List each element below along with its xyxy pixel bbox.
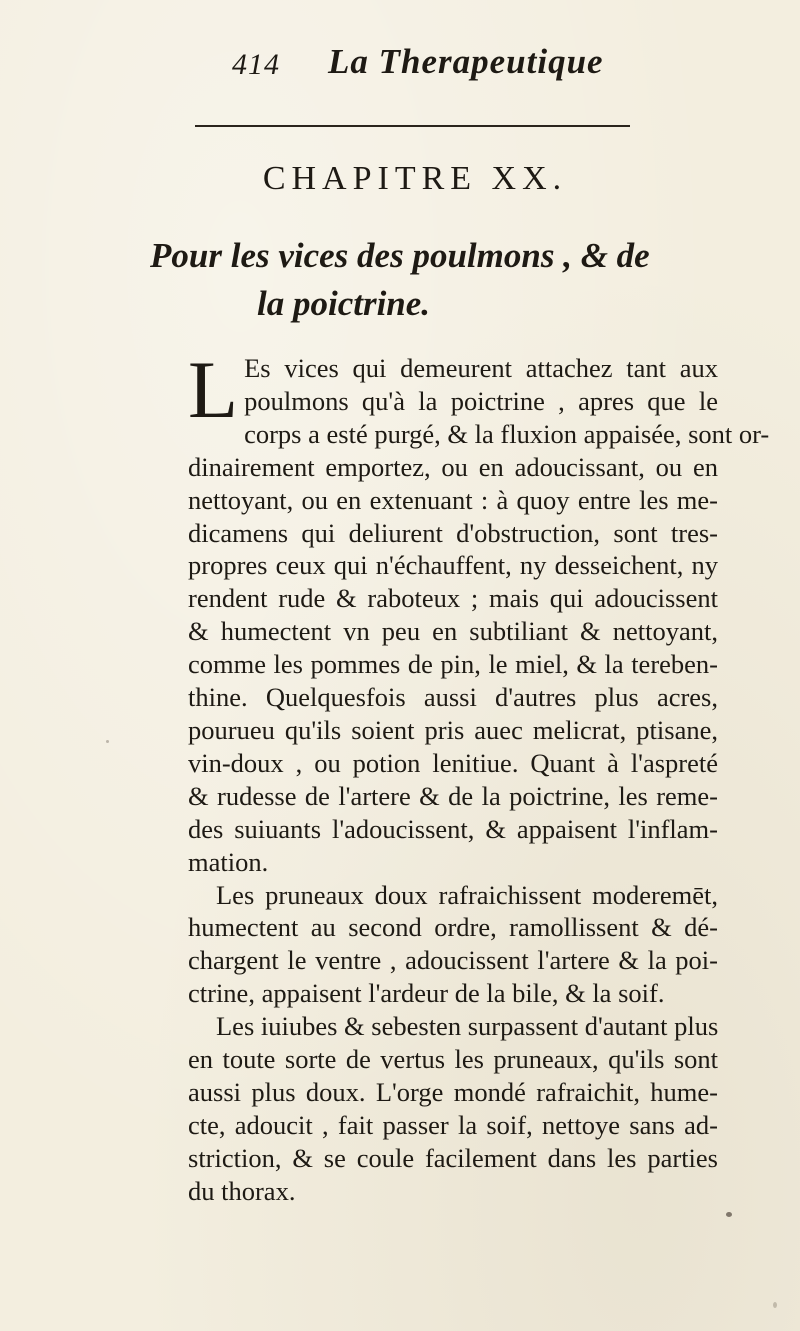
text-line: & rudesse de l'artere & de la poictrine, les reme- [188,780,718,811]
text-line: & humectent vn peu en subtiliant & nettoyant, [188,616,718,647]
text-line-content: Les pruneaux doux rafraichissent moderemēt, [216,879,718,910]
ink-speck [106,740,109,743]
text-line: des suiuants l'adoucissent, & appaisent l'inflam- [188,813,718,844]
text-line: mation. [188,846,269,877]
text-line: pourueu qu'ils soient pris auec melicrat, ptisane, [188,714,718,745]
chapter-subtitle-line-1: Pour les vices des poulmons , & de [150,236,650,275]
text-line [188,879,718,912]
text-line [188,1010,718,1043]
text-line: dinairement emportez, ou en adoucissant, ou en [188,451,718,482]
ink-speck [726,1212,732,1217]
body-text [188,344,770,1208]
text-line: humectent au second ordre, ramollissent & dé- [188,912,718,943]
text-line: en toute sorte de vertus les pruneaux, qu'ils sont [188,1044,718,1075]
text-line: nettoyant, ou en extenuant : à quoy entre les me- [188,484,718,515]
paragraph-1 [188,344,770,879]
text-line: corps a esté purgé, & la fluxion appaisée, sont or- [244,418,770,449]
text-line: propres ceux qui n'échauffent, ny desseichent, ny [188,550,718,581]
paragraph-3 [188,1010,718,1207]
ink-speck [773,1302,777,1308]
running-head [232,42,632,92]
running-title: La Therapeutique [328,42,604,81]
text-line: comme les pommes de pin, le miel, & la tereben- [188,649,718,680]
text-line: Es vices qui demeurent attachez tant aux [244,353,718,383]
text-line: poulmons qu'à la poictrine , apres que le [244,385,718,416]
header-rule [195,125,630,127]
text-line-content: Les iuiubes & sebesten surpassent d'autant plus [216,1011,719,1042]
text-line: cte, adoucit , fait passer la soif, nettoye sans ad- [188,1109,718,1140]
text-line: striction, & se coule facilement dans les parties [188,1142,718,1173]
text-line: rendent rude & raboteux ; mais qui adoucissent [188,583,718,614]
chapter-heading: CHAPITRE XX. [262,160,568,197]
text-line: ctrine, appaisent l'ardeur de la bile, & la soif. [188,978,665,1009]
page-number: 414 [232,48,280,81]
chapter-subtitle-line-2: la poictrine. [257,284,431,323]
text-line: aussi plus doux. L'orge mondé rafraichit, hume- [188,1076,718,1107]
text-line: thine. Quelquesfois aussi d'autres plus acres, [188,682,718,713]
text-line: chargent le ventre , adoucissent l'artere & la poi- [188,945,718,976]
drop-cap: L [188,344,239,435]
text-line: dicamens qui deliurent d'obstruction, sont tres- [188,517,718,548]
paragraph-2 [188,879,718,1011]
text-line: vin-doux , ou potion lenitiue. Quant à l'aspreté [188,747,718,778]
text-line: du thorax. [188,1175,296,1206]
chapter-subtitle [150,232,710,328]
